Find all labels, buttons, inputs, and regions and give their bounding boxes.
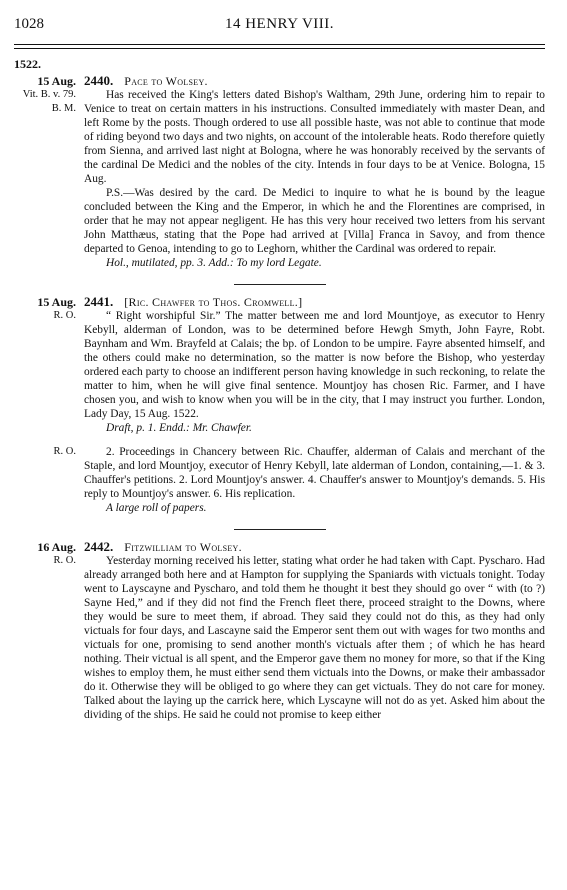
header-rule bbox=[14, 44, 545, 49]
entry-date: 16 Aug. bbox=[37, 540, 76, 554]
entry-note: Hol., mutilated, pp. 3. Add.: To my lord Legate. bbox=[106, 257, 322, 269]
entry-margin bbox=[14, 445, 84, 515]
page-number: 1028 bbox=[14, 16, 44, 32]
entry-date: 15 Aug. bbox=[37, 295, 76, 309]
calendar-entry bbox=[14, 540, 545, 722]
entry-title: [Ric. Chawfer to Thos. Cromwell.] bbox=[124, 295, 303, 309]
running-title: 14 HENRY VIII. bbox=[224, 16, 335, 32]
entry-heading bbox=[84, 540, 545, 554]
entry-note: A large roll of papers. bbox=[106, 502, 207, 514]
entry-body bbox=[84, 74, 545, 270]
entry-ref: B. M. bbox=[51, 103, 76, 114]
entry-ref: R. O. bbox=[53, 555, 76, 566]
entry-note: Draft, p. 1. Endd.: Mr. Chawfer. bbox=[106, 422, 252, 434]
entry-paragraph: 2. Proceedings in Chancery between Ric. Chauffer, alderman of Calais and merchant of the Staple, and lord Mountjoy, executor of Henry Kebyll, late alderman of London, containing,—1. & 3. Chauffer's petitions. 2. Lord Mountjoy's answer. 4. Chauffer's answer to Mountjoy's demands. 5. His reply to Mountjoy's answer. 6. His replication. bbox=[84, 446, 545, 500]
entry-paragraph: P.S.—Was desired by the card. De Medici to inquire to what he is bound by the league concluded between the King and the Emperor, in which he and the Florentines are comprised, in order that he may not appear negligent. He has this very hour received two letters from his servant John Matthæus, stating that the Pope had arrived at [Villa] Franca in Savoy, and from thence departed to Genoa, intending to go to Leghorn, whither the Cardinal was ordered to repair. bbox=[84, 187, 545, 255]
entry-title: Fitzwilliam to Wolsey. bbox=[124, 540, 242, 554]
entry-divider bbox=[234, 529, 326, 530]
entry-heading bbox=[84, 295, 545, 309]
entry-heading bbox=[84, 74, 545, 88]
entry-ref: Vit. B. v. 79. bbox=[22, 89, 76, 100]
entry-paragraph: “ Right worshipful Sir.” The matter between me and lord Mountjoye, as executor to Henry Kebyll, alderman of London, was to be determined before Hewgh Smyth, John Fayre, Robt. Baynham and Wm. Brayfeld at Calais; the bp. of London to be umpire. Fayre absented himself, and the others could make no determination, so the matter is now before the Bishop, who yesterday ordered each party to choose an indifferent person having knowledge in such reckoning, to relate the matter to him, when he will give final sentence. Mountjoy has chosen Ric. Farmer, and I have chosen you, and wish to know when you will be in the city, that I may instruct you further. London, Lady Day, 15 Aug. 1522. bbox=[84, 310, 545, 420]
entry-paragraph: Has received the King's letters dated Bishop's Waltham, 29th June, ordering him to repair to Venice to treat on certain matters in his instructions. Consulted immediately with master Dean, and left Rome by the posts. Though ordered to use all possible haste, was not able to continue that mode of riding beyond two days and two nights, on account of the intolerable heats. Rodo therefore quietly from Sienna, and arrived last night at Bologna, where he was honorably received by the servants of the cardinal De Medici and the nobles of the city. Intends in four days to be at Venice. Bologna, 15 Aug. bbox=[84, 89, 545, 185]
sub-entry bbox=[14, 445, 545, 515]
year-heading: 1522. bbox=[14, 57, 41, 71]
calendar-entry bbox=[14, 74, 545, 270]
entry-date: 15 Aug. bbox=[37, 74, 76, 88]
entry-body bbox=[84, 295, 545, 435]
entry-paragraph: Yesterday morning received his letter, stating what order he had taken with Capt. Pyscharo. Had already arranged both here and at Hampton for supplying the Spaniards with victuals tonight. Today went to Layscayne and Pyscharo, and told them he thought it best they should go over “ with (to ?) Sayne Hed,” and if they did not find the French fleet there, proceed straight to the Downs, where they would be sure to meet them, if abroad. They said they could not do this, as they had only victuals for four days, and Lascayne said the Emperor sent them out with wages for two months and victuals for one, promising to send another month's victuals after them ; of which he has heard nothing. Their victual is all spent, and the Emperor gave them no money for more, so that if the King wishes to employ them, he must either send them victuals into the Downs, or make their ambassador do it. Otherwise they will be obliged to go where they can get victuals. They do not care for money. Talked about the laying up the carrick here, which Lyscayne will not do as yet. Asked him about the dividing of the ships. He said he could not promise to keep either bbox=[84, 555, 545, 721]
entry-number: 2441. bbox=[84, 294, 114, 309]
calendar-entry bbox=[14, 295, 545, 435]
entry-number: 2442. bbox=[84, 539, 114, 554]
entry-body bbox=[84, 445, 545, 515]
entry-margin bbox=[14, 540, 84, 722]
entry-ref: R. O. bbox=[53, 446, 76, 457]
entry-margin bbox=[14, 74, 84, 270]
entry-ref: R. O. bbox=[53, 310, 76, 321]
entry-number: 2440. bbox=[84, 73, 114, 88]
entry-divider bbox=[234, 284, 326, 285]
page-header bbox=[14, 16, 545, 38]
entry-title: Pace to Wolsey. bbox=[124, 74, 208, 88]
entry-margin bbox=[14, 295, 84, 435]
entry-body bbox=[84, 540, 545, 722]
